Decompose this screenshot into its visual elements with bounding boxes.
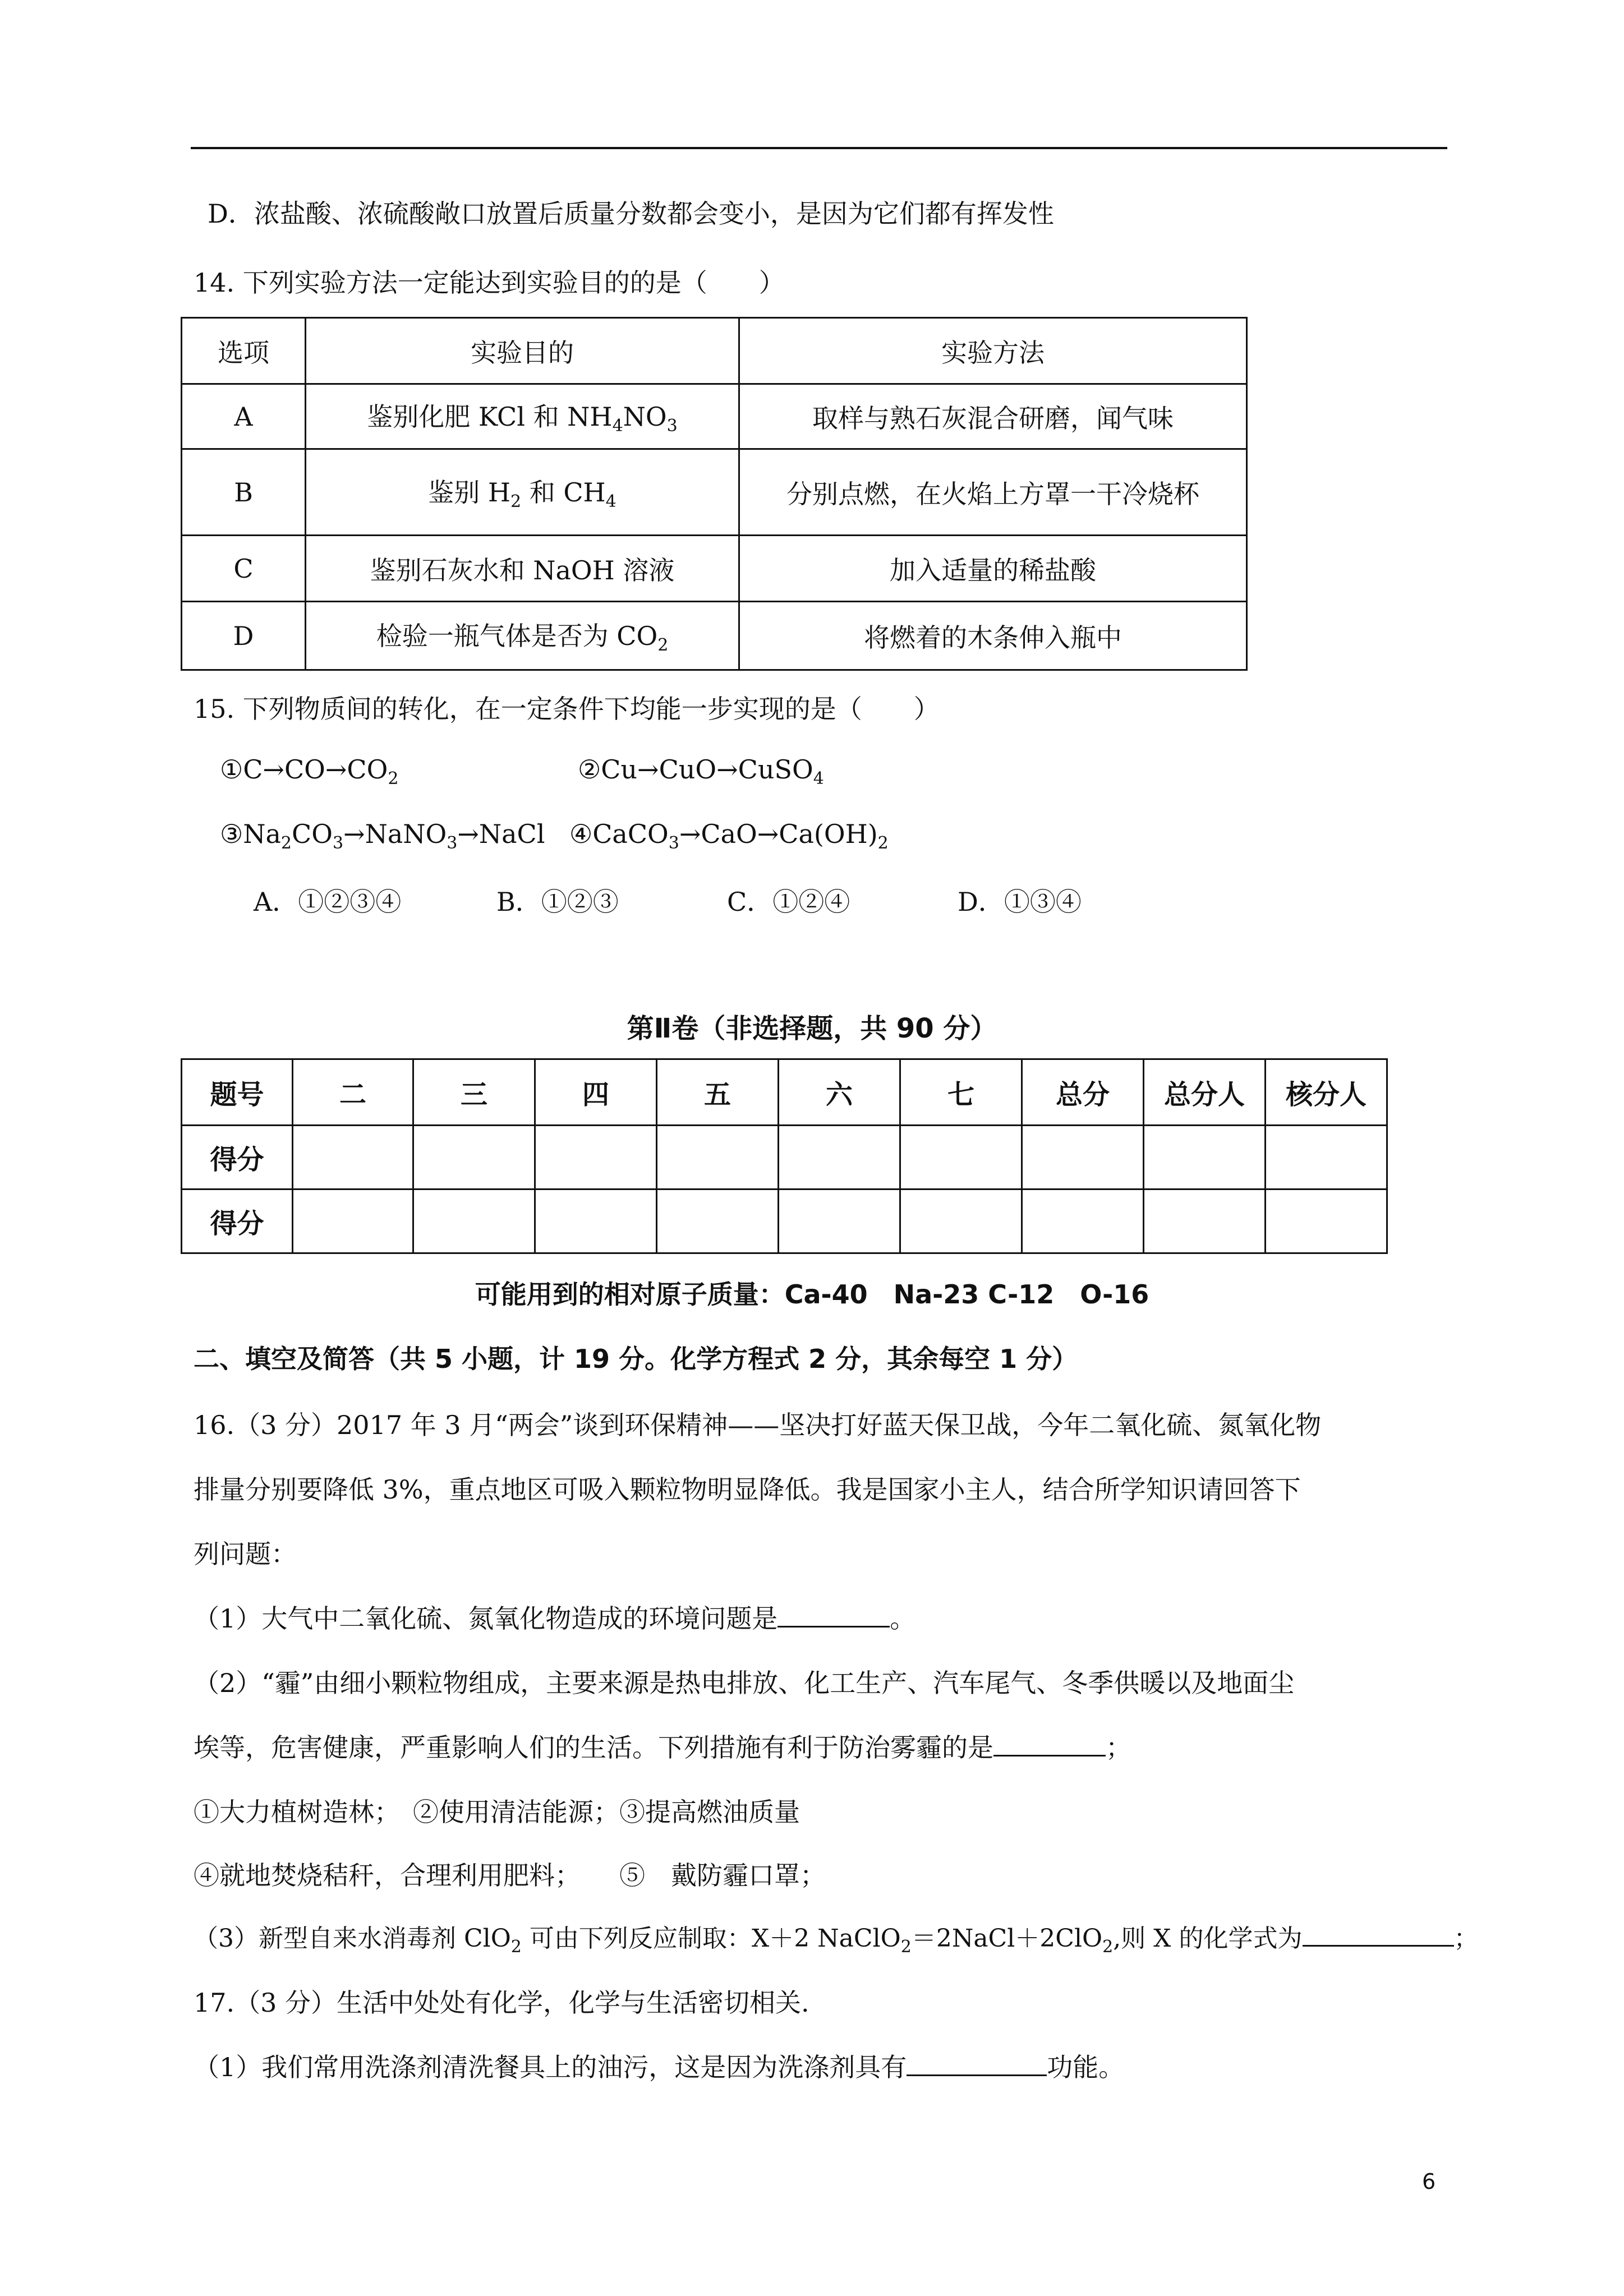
row-purpose: 检验一瓶气体是否为 $CO_2$ [306, 602, 739, 670]
q14-stem: 14. 下列实验方法一定能达到实验目的的是（ ） [194, 268, 785, 298]
row-method: 将燃着的木条伸入瓶中 [739, 602, 1247, 670]
table-row [182, 384, 1247, 449]
table-header-method: 实验方法 [739, 318, 1247, 384]
score-header-cell: 总分人 [1144, 1059, 1266, 1126]
score-header-cell: 核分人 [1266, 1059, 1387, 1126]
score-input-cell[interactable] [1022, 1126, 1144, 1190]
score-header-cell: 三 [413, 1059, 535, 1126]
atomic-mass-line: 可能用到的相对原子质量：Ca-40 Na-23 C-12 O-16 [475, 1279, 1149, 1310]
score-input-cell[interactable] [535, 1126, 657, 1190]
q15-stem: 15. 下列物质间的转化，在一定条件下均能一步实现的是（ ） [194, 694, 940, 724]
row-purpose: 鉴别石灰水和 NaOH 溶液 [306, 536, 739, 602]
score-input-cell[interactable] [413, 1126, 535, 1190]
q15-item-4: $④CaCO_3\to CaO\to Ca(OH)_2$ [569, 819, 889, 854]
row-method: 加入适量的稀盐酸 [739, 536, 1247, 602]
q15-item-1: $①C\to CO\to CO_2$ [220, 754, 399, 789]
score-header-cell: 四 [535, 1059, 657, 1126]
table-header-option: 选项 [182, 318, 306, 384]
row-option: B [182, 449, 306, 536]
answer-blank[interactable] [993, 1730, 1106, 1756]
score-input-cell[interactable] [1022, 1190, 1144, 1253]
score-header-cell: 总分 [1022, 1059, 1144, 1126]
answer-blank[interactable] [907, 2050, 1047, 2076]
q13-option-d: D．浓盐酸、浓硫酸敞口放置后质量分数都会变小，是因为它们都有挥发性 [208, 199, 1054, 229]
table-header-purpose: 实验目的 [306, 318, 739, 384]
score-input-cell[interactable] [293, 1190, 413, 1253]
score-input-cell[interactable] [535, 1190, 657, 1253]
score-table [181, 1058, 1388, 1254]
part2-title: 第Ⅱ卷（非选择题，共 90 分） [627, 1013, 997, 1044]
score-input-cell[interactable] [1144, 1126, 1266, 1190]
q16-options-line-2: ④就地焚烧秸秆，合理利用肥料； ⑤ 戴防霾口罩； [194, 1860, 826, 1891]
q15-choice-c: C．①②④ [727, 887, 850, 917]
answer-blank[interactable] [1303, 1920, 1454, 1947]
score-input-cell[interactable] [657, 1190, 779, 1253]
page-number: 6 [1422, 2169, 1436, 2194]
row-purpose: 鉴别 $H_2$ 和 $CH_4$ [306, 449, 739, 536]
score-input-cell[interactable] [657, 1126, 779, 1190]
score-header-cell: 六 [779, 1059, 900, 1126]
q16-line-2: 排量分别要降低 3%，重点地区可吸入颗粒物明显降低。我是国家小主人，结合所学知识请回答下 [194, 1474, 1301, 1505]
score-header-cell: 二 [293, 1059, 413, 1126]
row-option: A [182, 384, 306, 449]
q15-choice-d: D．①③④ [958, 887, 1082, 917]
q15-choice-b: B．①②③ [496, 887, 619, 917]
score-row [182, 1126, 1387, 1190]
row-option: C [182, 536, 306, 602]
q16-part-2-line-1: （2）“霾”由细小颗粒物组成，主要来源是热电排放、化工生产、汽车尾气、冬季供暖以及地面尘 [194, 1668, 1295, 1698]
q15-item-2: ②Cu→CuO→CuSO$_4$ [578, 754, 824, 789]
row-method: 取样与熟石灰混合研磨，闻气味 [739, 384, 1247, 449]
q17-line-1: 17.（3 分）生活中处处有化学，化学与生活密切相关. [194, 1988, 809, 2018]
score-header-cell: 五 [657, 1059, 779, 1126]
q17-part-1: （1）我们常用洗涤剂清洗餐具上的油污，这是因为洗涤剂具有 功能。 [194, 2047, 1124, 2084]
q15-item-3: $③Na_2CO_3\to NaNO_3\to NaCl$ [220, 819, 545, 854]
row-option: D [182, 602, 306, 670]
score-row [182, 1190, 1387, 1253]
q16-part-2-line-2: 埃等，危害健康，严重影响人们的生活。下列措施有利于防治雾霾的是 ； [194, 1727, 1131, 1764]
score-header-row [182, 1059, 1387, 1126]
section2-title: 二、填空及简答（共 5 小题，计 19 分。化学方程式 2 分，其余每空 1 分） [194, 1344, 1078, 1374]
q16-line-3: 列问题： [194, 1539, 297, 1569]
score-input-cell[interactable] [900, 1126, 1022, 1190]
score-input-cell[interactable] [413, 1190, 535, 1253]
q16-part-3: （3）新型自来水消毒剂 ClO$_2$ 可由下列反应制取：X＋2 NaClO$_2$＝2NaCl＋2ClO$_2$,则 X 的化学式为 ； [194, 1918, 1479, 1957]
score-row-label: 得分 [182, 1190, 293, 1253]
score-row-label: 得分 [182, 1126, 293, 1190]
q16-part-1: （1）大气中二氧化硫、氮氧化物造成的环境问题是 。 [194, 1598, 915, 1635]
score-header-cell: 七 [900, 1059, 1022, 1126]
score-input-cell[interactable] [900, 1190, 1022, 1253]
score-input-cell[interactable] [1144, 1190, 1266, 1253]
score-input-cell[interactable] [1266, 1126, 1387, 1190]
table-row [182, 449, 1247, 536]
q16-options-line-1: ①大力植树造林； ②使用清洁能源；③提高燃油质量 [194, 1797, 800, 1827]
q16-line-1: 16.（3 分）2017 年 3 月“两会”谈到环保精神——坚决打好蓝天保卫战，今年二氧化硫、氮氧化物 [194, 1410, 1322, 1440]
row-purpose: 鉴别化肥 KCl 和 $NH_4NO_3$ [306, 384, 739, 449]
score-input-cell[interactable] [779, 1190, 900, 1253]
header-rule [191, 147, 1447, 149]
score-input-cell[interactable] [293, 1126, 413, 1190]
table-header-row [182, 318, 1247, 384]
row-method: 分别点燃，在火焰上方罩一干冷烧杯 [739, 449, 1247, 536]
q14-table [181, 317, 1248, 671]
score-input-cell[interactable] [779, 1126, 900, 1190]
score-header-cell: 题号 [182, 1059, 293, 1126]
table-row [182, 602, 1247, 670]
table-row [182, 536, 1247, 602]
answer-blank[interactable] [778, 1601, 890, 1628]
score-input-cell[interactable] [1266, 1190, 1387, 1253]
q15-choice-a: A．①②③④ [254, 887, 402, 917]
